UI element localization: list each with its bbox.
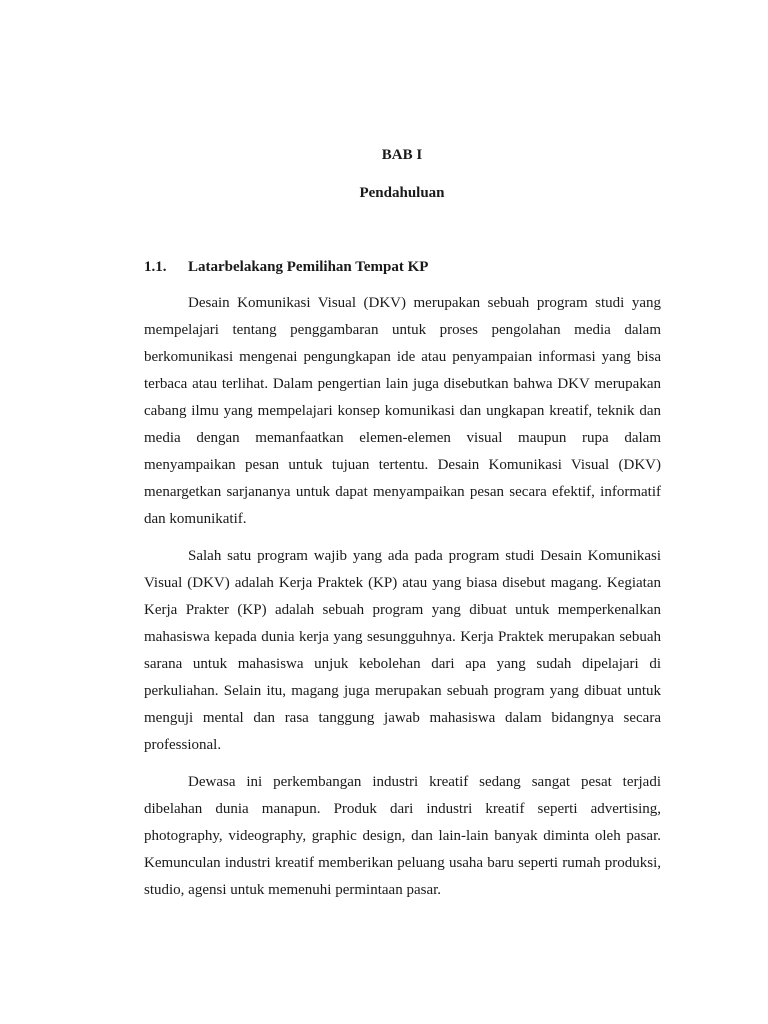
chapter-title: Pendahuluan (359, 185, 445, 201)
section-title: Latarbelakang Pemilihan Tempat KP (188, 259, 429, 275)
section-heading (144, 256, 428, 278)
section-number: 1.1. (144, 259, 167, 275)
paragraph-2: Salah satu program wajib yang ada pada program studi Desain Komunikasi Visual (DKV) adalah Kerja Praktek (KP) atau yang biasa disebut magang. Kegiatan Kerja Prakter (KP) adalah sebuah program yang dibuat untuk memperkenalkan mahasiswa kepada dunia kerja yang sesungguhnya. Kerja Praktek merupakan sebuah sarana untuk mahasiswa unjuk kebolehan dari apa yang sudah dipelajari di perkuliahan. Selain itu, magang juga merupakan sebuah program yang dibuat untuk menguji mental dan rasa tanggung jawab mahasiswa dalam bidangnya secara professional. (144, 548, 661, 753)
paragraph-1: Desain Komunikasi Visual (DKV) merupakan sebuah program studi yang mempelajari tentang penggambaran untuk proses pengolahan media dalam berkomunikasi mengenai pengungkapan ide atau penyampaian informasi yang bisa terbaca atau terlihat. Dalam pengertian lain juga disebutkan bahwa DKV merupakan cabang ilmu yang mempelajari konsep komunikasi dan ungkapan kreatif, teknik dan media dengan memanfaatkan elemen-elemen visual maupun rupa dalam menyampaikan pesan untuk tujuan tertentu. Desain Komunikasi Visual (DKV) menargetkan sarjananya untuk dapat menyampaikan pesan secara efektif, informatif dan komunikatif. (144, 295, 661, 527)
chapter-label: BAB I (381, 147, 423, 163)
paragraph-3: Dewasa ini perkembangan industri kreatif sedang sangat pesat terjadi dibelahan dunia manapun. Produk dari industri kreatif seperti advertising, photography, videography, graphic design, dan lain-lain banyak diminta oleh pasar. Kemunculan industri kreatif memberikan peluang usaha baru seperti rumah produksi, studio, agensi untuk memenuhi permintaan pasar. (144, 774, 661, 898)
body-text (144, 290, 661, 914)
